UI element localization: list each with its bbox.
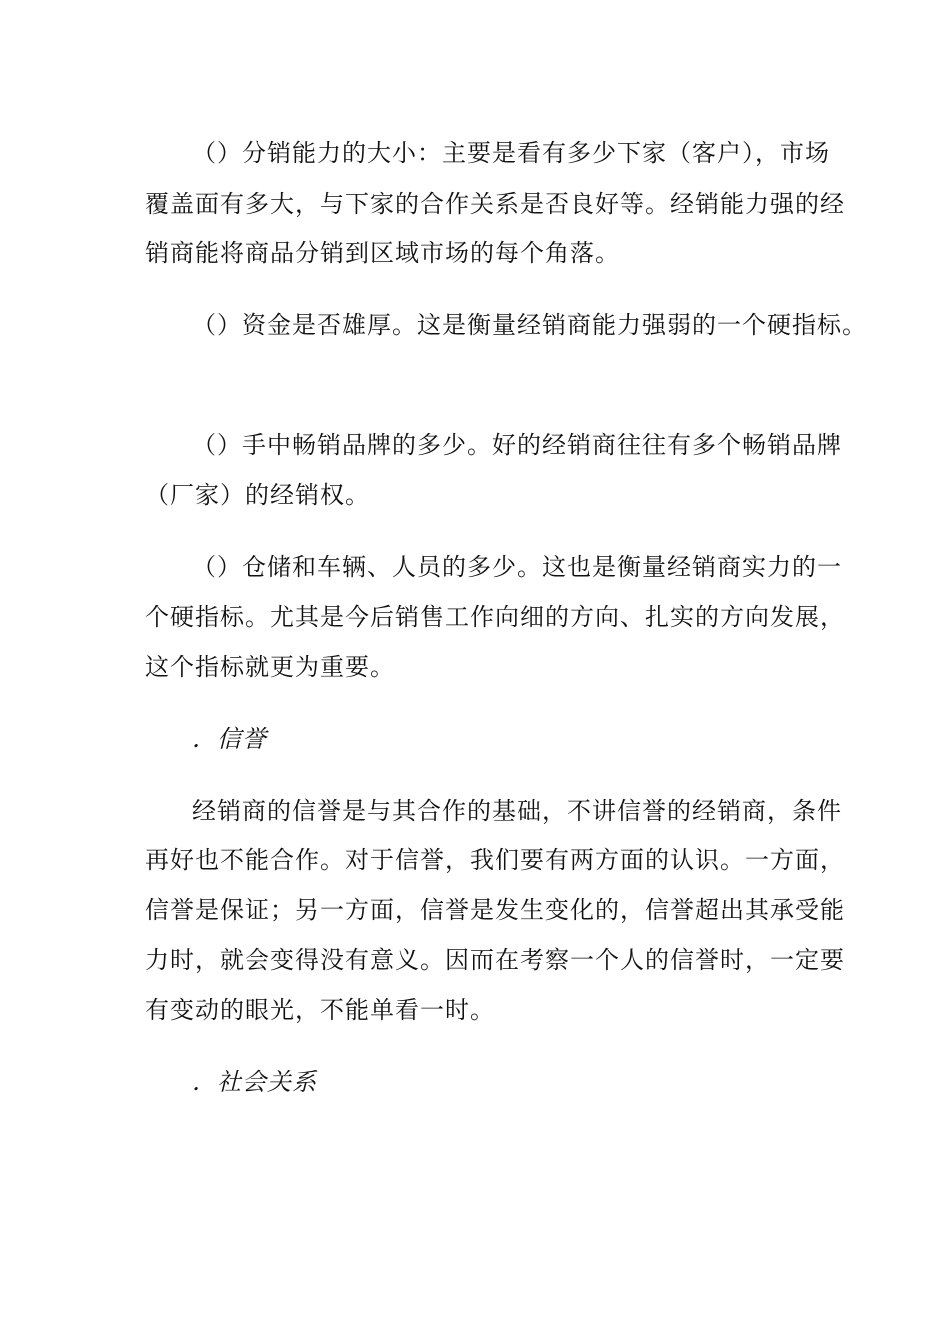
paragraph-3-line-1: （）手中畅销品牌的多少。好的经销商往往有多个畅销品牌 [192,431,842,459]
paragraph-4-line-1: （）仓储和车辆、人员的多少。这也是衡量经销商实力的一 [192,553,842,581]
paragraph-1-line-3: 销商能将商品分销到区域市场的每个角落。 [145,239,620,267]
section-heading-social-relations: ．社会关系 [192,1068,317,1096]
paragraph-5-line-4: 力时，就会变得没有意义。因而在考察一个人的信誉时，一定要 [145,946,845,974]
paragraph-1-line-1: （）分销能力的大小：主要是看有多少下家（客户），市场 [192,139,830,167]
paragraph-5-line-1: 经销商的信誉是与其合作的基础，不讲信誉的经销商，条件 [192,797,842,825]
paragraph-5-line-5: 有变动的眼光，不能单看一时。 [145,996,495,1024]
paragraph-2-line-1: （）资金是否雄厚。这是衡量经销商能力强弱的一个硬指标。 [192,311,867,339]
paragraph-4-line-3: 这个指标就更为重要。 [145,653,395,681]
paragraph-4-line-2: 个硬指标。尤其是今后销售工作向细的方向、扎实的方向发展， [145,603,845,631]
paragraph-5-line-3: 信誉是保证；另一方面，信誉是发生变化的，信誉超出其承受能 [145,896,845,924]
paragraph-3-line-2: （厂家）的经销权。 [145,481,370,509]
paragraph-5-line-2: 再好也不能合作。对于信誉，我们要有两方面的认识。一方面， [145,846,845,874]
section-heading-credit: ．信誉 [192,725,267,753]
paragraph-1-line-2: 覆盖面有多大，与下家的合作关系是否良好等。经销能力强的经 [145,190,845,218]
